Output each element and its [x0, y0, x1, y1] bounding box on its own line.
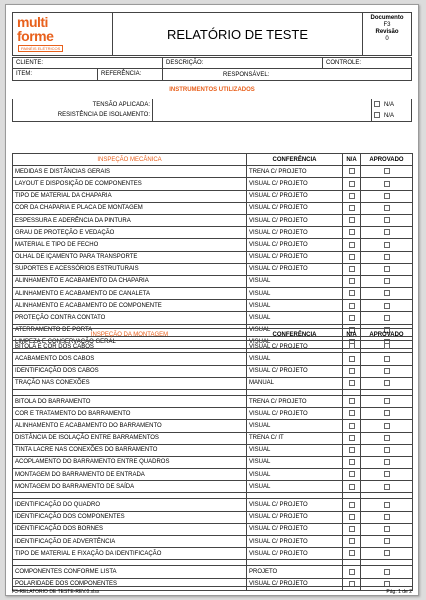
aprovado-checkbox[interactable]: [384, 229, 390, 235]
na-cell: [343, 432, 361, 444]
conferencia-method: TRENA C/ PROJETO: [247, 166, 343, 178]
na-cell: [343, 353, 361, 365]
na-checkbox[interactable]: [349, 514, 355, 520]
inspection-item: MATERIAL E TIPO DE FECHO: [13, 239, 247, 251]
aprovado-checkbox[interactable]: [384, 254, 390, 260]
na-checkbox[interactable]: [349, 569, 355, 575]
na-checkbox[interactable]: [349, 315, 355, 321]
na-label: N/A: [384, 112, 395, 119]
aprovado-cell: [361, 566, 413, 578]
aprovado-checkbox[interactable]: [384, 410, 390, 416]
aprovado-checkbox[interactable]: [384, 356, 390, 362]
instrument-na: [372, 99, 412, 110]
table-row: [13, 523, 413, 535]
table-row: [13, 377, 413, 389]
page-title: RELATÓRIO DE TESTE: [113, 13, 363, 55]
na-cell: [343, 365, 361, 377]
conferencia-method: VISUAL: [247, 312, 343, 324]
conferencia-method: VISUAL: [247, 420, 343, 432]
aprovado-cell: [361, 511, 413, 523]
company-logo: [13, 13, 113, 55]
instrument-value[interactable]: [153, 99, 372, 110]
inspection-item: DISTÂNCIA DE ISOLAÇÃO ENTRE BARRAMENTOS: [13, 432, 247, 444]
aprovado-cell: [361, 214, 413, 226]
montagem-table: [12, 328, 413, 591]
na-cell: [343, 456, 361, 468]
aprovado-cell: [361, 300, 413, 312]
document-page: [5, 4, 419, 596]
aprovado-cell: [361, 178, 413, 190]
table-row: [13, 432, 413, 444]
page-footer: [12, 586, 412, 595]
table-row: [13, 353, 413, 365]
na-cell: [343, 166, 361, 178]
instrument-value[interactable]: [153, 110, 372, 121]
aprovado-checkbox[interactable]: [384, 538, 390, 544]
inspection-item: ACABAMENTO DOS CABOS: [13, 353, 247, 365]
inspection-item: COR DA CHAPARIA E PLACA DE MONTAGEM: [13, 202, 247, 214]
na-cell: [343, 481, 361, 493]
na-cell: [343, 275, 361, 287]
aprovado-cell: [361, 499, 413, 511]
inspection-item: GRAU DE PROTEÇÃO E VEDAÇÃO: [13, 227, 247, 239]
na-label: N/A: [384, 101, 395, 108]
rev-value: 0: [385, 36, 389, 42]
inspection-item: COR E TRATAMENTO DO BARRAMENTO: [13, 408, 247, 420]
na-checkbox[interactable]: [374, 112, 380, 118]
na-checkbox[interactable]: [349, 410, 355, 416]
na-cell: [343, 190, 361, 202]
na-cell: [343, 377, 361, 389]
table-row: [13, 227, 413, 239]
inspection-item: IDENTIFICAÇÃO DO QUADRO: [13, 499, 247, 511]
aprovado-cell: [361, 166, 413, 178]
na-cell: [343, 511, 361, 523]
mecanica-title: INSPEÇÃO MECÂNICA: [13, 154, 247, 166]
na-cell: [343, 214, 361, 226]
na-cell: [343, 566, 361, 578]
na-cell: [343, 341, 361, 353]
instrument-row: [13, 99, 412, 110]
conferencia-method: VISUAL C/ PROJETO: [247, 190, 343, 202]
conferencia-method: VISUAL C/ PROJETO: [247, 578, 343, 590]
conferencia-method: VISUAL C/ PROJETO: [247, 408, 343, 420]
conferencia-method: VISUAL C/ PROJETO: [247, 251, 343, 263]
na-checkbox[interactable]: [349, 526, 355, 532]
inspection-item: LIMPEZA E CONSERVAÇÃO GERAL: [13, 336, 247, 348]
inspection-item: LAYOUT E DISPOSIÇÃO DE COMPONENTES: [13, 178, 247, 190]
col-conferencia: CONFERÊNCIA: [247, 329, 343, 341]
aprovado-checkbox[interactable]: [384, 514, 390, 520]
na-cell: [343, 523, 361, 535]
aprovado-checkbox[interactable]: [384, 423, 390, 429]
aprovado-cell: [361, 239, 413, 251]
conferencia-method: VISUAL: [247, 336, 343, 348]
logo-tagline: PAINÉIS ELÉTRICOS: [18, 45, 63, 52]
inspection-item: ACOPLAMENTO DO BARRAMENTO ENTRE QUADROS: [13, 456, 247, 468]
aprovado-checkbox[interactable]: [384, 368, 390, 374]
aprovado-cell: [361, 456, 413, 468]
aprovado-cell: [361, 227, 413, 239]
instrument-label: TENSÃO APLICADA:: [13, 99, 153, 110]
footer-page-number: Pág. 1 de 2: [386, 589, 412, 595]
table-row: [13, 548, 413, 560]
col-na: N/A: [343, 154, 361, 166]
col-aprovado: APROVADO: [361, 329, 413, 341]
aprovado-cell: [361, 377, 413, 389]
na-checkbox[interactable]: [349, 423, 355, 429]
table-row: [13, 300, 413, 312]
inspection-item: ALINHAMENTO E ACABAMENTO DE COMPONENTE: [13, 300, 247, 312]
na-cell: [343, 288, 361, 300]
aprovado-cell: [361, 312, 413, 324]
table-row: [13, 251, 413, 263]
aprovado-cell: [361, 536, 413, 548]
conferencia-method: VISUAL C/ PROJETO: [247, 499, 343, 511]
inspection-item: OLHAL DE IÇAMENTO PARA TRANSPORTE: [13, 251, 247, 263]
conferencia-method: VISUAL: [247, 469, 343, 481]
aprovado-checkbox[interactable]: [384, 315, 390, 321]
inspection-item: TIPO DE MATERIAL DA CHAPARIA: [13, 190, 247, 202]
aprovado-checkbox[interactable]: [384, 290, 390, 296]
table-row: [13, 444, 413, 456]
cliente-field[interactable]: CLIENTE:: [13, 58, 163, 69]
aprovado-cell: [361, 365, 413, 377]
table-row: [13, 395, 413, 407]
na-cell: [343, 444, 361, 456]
conferencia-method: VISUAL C/ PROJETO: [247, 227, 343, 239]
inspection-item: ALINHAMENTO E ACABAMENTO DA CHAPARIA: [13, 275, 247, 287]
na-cell: [343, 469, 361, 481]
aprovado-checkbox[interactable]: [384, 303, 390, 309]
aprovado-checkbox[interactable]: [384, 266, 390, 272]
controle-field[interactable]: CONTROLE:: [323, 58, 412, 69]
table-row: [13, 481, 413, 493]
na-checkbox[interactable]: [349, 459, 355, 465]
na-checkbox[interactable]: [349, 368, 355, 374]
na-cell: [343, 312, 361, 324]
inspection-item: IDENTIFICAÇÃO DE ADVERTÊNCIA: [13, 536, 247, 548]
na-cell: [343, 420, 361, 432]
descricao-field[interactable]: DESCRIÇÃO:: [163, 58, 323, 69]
montagem-title: INSPEÇÃO DA MONTAGEM: [13, 329, 247, 341]
conferencia-method: TRENA C/ IT: [247, 432, 343, 444]
conferencia-method: VISUAL C/ PROJETO: [247, 263, 343, 275]
footer-filename: F3-RELATORIO DE TESTE-REV.0.xlsx: [12, 589, 100, 595]
na-checkbox[interactable]: [374, 101, 380, 107]
aprovado-checkbox[interactable]: [384, 447, 390, 453]
inspection-item: ESPESSURA E ADERÊNCIA DA PINTURA: [13, 214, 247, 226]
logo-text-bottom: forme: [17, 28, 54, 44]
table-row: [13, 275, 413, 287]
logo-text-top: multi: [17, 14, 48, 30]
na-checkbox[interactable]: [349, 242, 355, 248]
col-conferencia: CONFERÊNCIA: [247, 154, 343, 166]
conferencia-method: VISUAL C/ PROJETO: [247, 511, 343, 523]
na-checkbox[interactable]: [349, 290, 355, 296]
conferencia-method: VISUAL: [247, 275, 343, 287]
na-checkbox[interactable]: [349, 380, 355, 386]
na-checkbox[interactable]: [349, 278, 355, 284]
inspection-item: ALINHAMENTO E ACABAMENTO DE CANALETA: [13, 288, 247, 300]
inspection-item: MONTAGEM DO BARRAMENTO DE SAÍDA: [13, 481, 247, 493]
table-row: [13, 536, 413, 548]
conferencia-method: VISUAL C/ PROJETO: [247, 202, 343, 214]
conferencia-method: VISUAL: [247, 288, 343, 300]
na-checkbox[interactable]: [349, 550, 355, 556]
table-row: [13, 341, 413, 353]
conferencia-method: VISUAL: [247, 324, 343, 336]
na-cell: [343, 499, 361, 511]
aprovado-cell: [361, 444, 413, 456]
na-checkbox[interactable]: [349, 168, 355, 174]
table-row: [13, 499, 413, 511]
inspection-item: TRAÇÃO NAS CONEXÕES: [13, 377, 247, 389]
aprovado-checkbox[interactable]: [384, 435, 390, 441]
referencia-field[interactable]: REFERÊNCIA:: [101, 71, 142, 77]
table-row: [13, 566, 413, 578]
aprovado-checkbox[interactable]: [384, 569, 390, 575]
conferencia-method: VISUAL C/ PROJETO: [247, 523, 343, 535]
na-checkbox[interactable]: [349, 435, 355, 441]
document-header: [12, 12, 412, 56]
na-checkbox[interactable]: [349, 356, 355, 362]
table-row: [13, 469, 413, 481]
inspection-item: BITOLA E COR DOS CABOS: [13, 341, 247, 353]
table-row: [13, 456, 413, 468]
table-row: [13, 178, 413, 190]
table-row: [13, 190, 413, 202]
aprovado-cell: [361, 420, 413, 432]
instruments-title: INSTRUMENTOS UTILIZADOS: [169, 87, 255, 93]
na-checkbox[interactable]: [349, 343, 355, 349]
inspection-item: POLARIDADE DOS COMPONENTES: [13, 578, 247, 590]
conferencia-method: VISUAL: [247, 300, 343, 312]
doc-label: Documento: [370, 15, 404, 21]
table-row: [13, 214, 413, 226]
instrument-na: [372, 110, 412, 121]
na-checkbox[interactable]: [349, 398, 355, 404]
instrument-row: [13, 110, 412, 121]
aprovado-cell: [361, 202, 413, 214]
col-na: N/A: [343, 329, 361, 341]
inspection-item: IDENTIFICAÇÃO DOS COMPONENTES: [13, 511, 247, 523]
na-cell: [343, 178, 361, 190]
aprovado-checkbox[interactable]: [384, 168, 390, 174]
na-cell: [343, 548, 361, 560]
conferencia-method: VISUAL C/ PROJETO: [247, 365, 343, 377]
aprovado-cell: [361, 263, 413, 275]
instruments-table: [12, 99, 412, 122]
aprovado-checkbox[interactable]: [384, 502, 390, 508]
conferencia-method: VISUAL C/ PROJETO: [247, 239, 343, 251]
table-row: [13, 166, 413, 178]
na-checkbox[interactable]: [349, 471, 355, 477]
na-checkbox[interactable]: [349, 538, 355, 544]
inspection-item: MONTAGEM DO BARRAMENTO DE ENTRADA: [13, 469, 247, 481]
aprovado-cell: [361, 469, 413, 481]
conferencia-method: VISUAL: [247, 353, 343, 365]
conferencia-method: VISUAL C/ PROJETO: [247, 178, 343, 190]
conferencia-method: TRENA C/ PROJETO: [247, 395, 343, 407]
table-row: [13, 263, 413, 275]
na-cell: [343, 251, 361, 263]
aprovado-cell: [361, 275, 413, 287]
aprovado-checkbox[interactable]: [384, 205, 390, 211]
aprovado-checkbox[interactable]: [384, 242, 390, 248]
aprovado-cell: [361, 341, 413, 353]
aprovado-checkbox[interactable]: [384, 398, 390, 404]
na-cell: [343, 202, 361, 214]
aprovado-cell: [361, 523, 413, 535]
inspection-item: ATERRAMENTO DE PORTA: [13, 324, 247, 336]
inspection-item: COMPONENTES CONFORME LISTA: [13, 566, 247, 578]
inspection-item: IDENTIFICAÇÃO DOS BORNES: [13, 523, 247, 535]
table-row: [13, 239, 413, 251]
aprovado-checkbox[interactable]: [384, 343, 390, 349]
na-checkbox[interactable]: [349, 254, 355, 260]
mecanica-table: [12, 153, 413, 349]
na-checkbox[interactable]: [349, 303, 355, 309]
item-field[interactable]: ITEM:: [13, 69, 98, 80]
aprovado-cell: [361, 432, 413, 444]
table-row: [13, 511, 413, 523]
aprovado-checkbox[interactable]: [384, 278, 390, 284]
aprovado-cell: [361, 408, 413, 420]
na-checkbox[interactable]: [349, 193, 355, 199]
aprovado-cell: [361, 548, 413, 560]
na-checkbox[interactable]: [349, 181, 355, 187]
aprovado-checkbox[interactable]: [384, 217, 390, 223]
table-row: [13, 312, 413, 324]
conferencia-method: MANUAL: [247, 377, 343, 389]
aprovado-cell: [361, 395, 413, 407]
na-cell: [343, 300, 361, 312]
inspection-item: MEDIDAS E DISTÂNCIAS GERAIS: [13, 166, 247, 178]
table-row: [13, 365, 413, 377]
na-checkbox[interactable]: [349, 502, 355, 508]
conferencia-method: VISUAL: [247, 456, 343, 468]
aprovado-cell: [361, 353, 413, 365]
na-cell: [343, 227, 361, 239]
conferencia-method: VISUAL C/ PROJETO: [247, 548, 343, 560]
conferencia-method: VISUAL: [247, 481, 343, 493]
aprovado-checkbox[interactable]: [384, 193, 390, 199]
conferencia-method: VISUAL C/ PROJETO: [247, 536, 343, 548]
aprovado-checkbox[interactable]: [384, 459, 390, 465]
table-row: [13, 288, 413, 300]
instrument-label: RESISTÊNCIA DE ISOLAMENTO:: [13, 110, 153, 121]
na-cell: [343, 395, 361, 407]
aprovado-checkbox[interactable]: [384, 380, 390, 386]
col-aprovado: APROVADO: [361, 154, 413, 166]
aprovado-cell: [361, 481, 413, 493]
inspection-item: SUPORTES E ACESSÓRIOS ESTRUTURAIS: [13, 263, 247, 275]
aprovado-cell: [361, 288, 413, 300]
inspection-item: PROTEÇÃO CONTRA CONTATO: [13, 312, 247, 324]
responsavel-field[interactable]: RESPONSÁVEL:: [163, 69, 412, 81]
inspection-item: IDENTIFICAÇÃO DOS CABOS: [13, 365, 247, 377]
aprovado-checkbox[interactable]: [384, 526, 390, 532]
table-row: [13, 408, 413, 420]
na-cell: [343, 408, 361, 420]
doc-value: F3: [383, 22, 391, 28]
document-info: [363, 13, 411, 55]
rev-label: Revisão: [375, 29, 399, 35]
inspection-item: TINTA LACRE NAS CONEXÕES DO BARRAMENTO: [13, 444, 247, 456]
info-table: [12, 57, 412, 81]
na-checkbox[interactable]: [349, 217, 355, 223]
conferencia-method: PROJETO: [247, 566, 343, 578]
conferencia-method: VISUAL: [247, 444, 343, 456]
na-cell: [343, 536, 361, 548]
na-checkbox[interactable]: [349, 229, 355, 235]
aprovado-checkbox[interactable]: [384, 484, 390, 490]
table-row: [13, 420, 413, 432]
conferencia-method: VISUAL C/ PROJETO: [247, 341, 343, 353]
inspection-item: TIPO DE MATERIAL E FIXAÇÃO DA IDENTIFICAÇÃO: [13, 548, 247, 560]
aprovado-checkbox[interactable]: [384, 550, 390, 556]
conferencia-method: VISUAL C/ PROJETO: [247, 214, 343, 226]
table-row: [13, 202, 413, 214]
inspection-item: BITOLA DO BARRAMENTO: [13, 395, 247, 407]
inspection-item: ALINHAMENTO E ACABAMENTO DO BARRAMENTO: [13, 420, 247, 432]
na-checkbox[interactable]: [349, 484, 355, 490]
aprovado-cell: [361, 251, 413, 263]
na-checkbox[interactable]: [349, 447, 355, 453]
na-cell: [343, 263, 361, 275]
na-cell: [343, 239, 361, 251]
aprovado-checkbox[interactable]: [384, 471, 390, 477]
aprovado-cell: [361, 190, 413, 202]
na-checkbox[interactable]: [349, 205, 355, 211]
aprovado-checkbox[interactable]: [384, 181, 390, 187]
na-checkbox[interactable]: [349, 266, 355, 272]
